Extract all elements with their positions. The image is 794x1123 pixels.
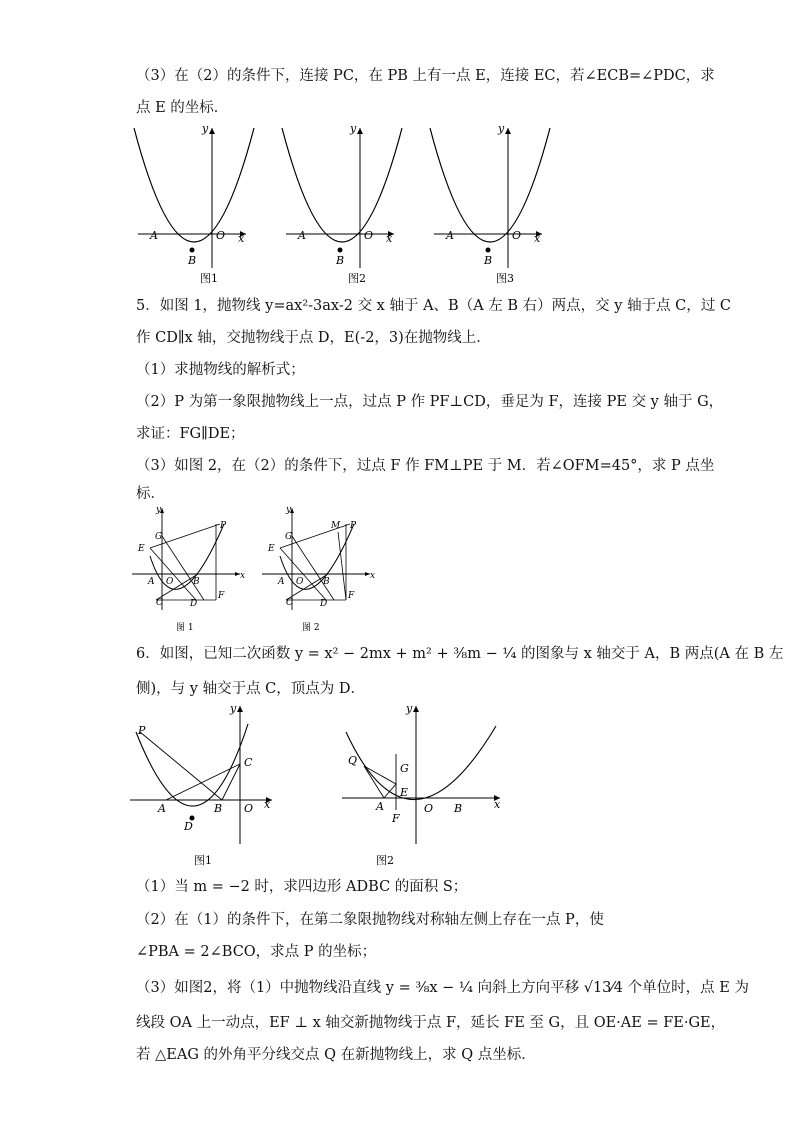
q5-figure-2 xyxy=(262,505,375,610)
q4-figures xyxy=(120,118,560,286)
fig1-label-A: A xyxy=(150,229,158,242)
q4-figure-3 xyxy=(430,122,550,268)
q6-line1: 6．如图，已知二次函数 y = x² − 2mx + m² + ³⁄₈m − ¹⁄₄ 的图象与 x 轴交于 A，B 两点(A 在 B 左 xyxy=(136,646,784,662)
q6-part3-line2: 线段 OA 上一动点，EF ⊥ x 轴交新抛物线于点 F，延长 FE 至 G，且 OE·AE = FE·GE， xyxy=(136,1015,726,1031)
fig3-label-A: A xyxy=(446,229,454,242)
q6-caption-1: 图1 xyxy=(194,854,212,867)
svg-text:F: F xyxy=(392,812,400,825)
q4-caption-2: 图2 xyxy=(348,272,366,285)
q4-caption-3: 图3 xyxy=(496,272,514,285)
q6-figures xyxy=(126,702,516,868)
q6-part3-line3: 若 △EAG 的外角平分线交点 Q 在新抛物线上，求 Q 点坐标． xyxy=(136,1047,536,1063)
svg-text:A: A xyxy=(278,577,285,587)
svg-text:E: E xyxy=(400,786,409,799)
fig2-label-O: O xyxy=(364,229,374,242)
q4-figure-2 xyxy=(282,122,402,268)
q6-caption-2: 图2 xyxy=(376,854,394,867)
svg-text:P: P xyxy=(138,724,146,737)
q5-figures xyxy=(128,502,378,634)
svg-text:F: F xyxy=(348,591,355,601)
svg-text:Q: Q xyxy=(348,754,358,767)
svg-text:y: y xyxy=(230,702,237,715)
svg-text:C: C xyxy=(244,756,253,769)
svg-text:F: F xyxy=(218,591,225,601)
q5-part2-line1: （2）P 为第一象限抛物线上一点，过点 P 作 PF⊥CD，垂足为 F，连接 PE 交 y 轴于 G， xyxy=(136,394,724,410)
fig3-label-B: B xyxy=(484,254,493,267)
svg-text:y: y xyxy=(406,702,413,715)
fig2-label-x: x xyxy=(386,232,393,245)
q6-part2-line2: ∠PBA = 2∠BCO，求点 P 的坐标； xyxy=(136,944,377,960)
q5-line1: 5．如图 1，抛物线 y=ax²-3ax-2 交 x 轴于 A、B（A 左 B 右）两点，交 y 轴于点 C，过 C xyxy=(136,298,731,314)
svg-text:B: B xyxy=(454,802,463,815)
fig3-label-O: O xyxy=(512,229,522,242)
q4-part3-line2: 点 E 的坐标． xyxy=(136,100,229,116)
fig1-label-O: O xyxy=(216,229,226,242)
svg-text:C: C xyxy=(286,598,293,608)
q6-part3-line1: （3）如图2，将（1）中抛物线沿直线 y = ³⁄₈x − ¹⁄₄ 向斜上方向平移 √13⁄4 个单位时，点 E 为 xyxy=(136,980,749,996)
svg-text:B: B xyxy=(193,577,200,587)
svg-text:B: B xyxy=(323,577,330,587)
svg-text:x: x xyxy=(264,798,271,811)
q5-line2: 作 CD∥x 轴，交抛物线于点 D，E(-2，3)在抛物线上． xyxy=(136,330,491,346)
svg-text:x: x xyxy=(370,571,376,581)
fig2-label-B: B xyxy=(336,254,345,267)
q5-part3-line1: （3）如图 2，在（2）的条件下，过点 F 作 FM⊥PE 于 M．若∠OFM=45°，求 P 点坐 xyxy=(136,458,715,474)
q6-line2: 侧)，与 y 轴交于点 C，顶点为 D． xyxy=(136,681,366,697)
fig1-label-x: x xyxy=(238,232,245,245)
q6-part2-line1: （2）在（1）的条件下，在第二象限抛物线对称轴左侧上存在一点 P，使 xyxy=(136,912,604,928)
svg-text:O: O xyxy=(166,577,174,587)
q5-part1: （1）求抛物线的解析式； xyxy=(136,362,305,378)
q5-figure-1 xyxy=(132,505,245,610)
svg-text:O: O xyxy=(244,802,254,815)
q5-part2-line2: 求证：FG∥DE； xyxy=(136,426,245,442)
svg-text:D: D xyxy=(320,599,328,609)
q4-caption-1: 图1 xyxy=(200,272,218,285)
svg-text:O: O xyxy=(424,802,434,815)
svg-text:M: M xyxy=(331,521,341,531)
svg-text:O: O xyxy=(296,577,304,587)
fig3-label-x: x xyxy=(534,232,541,245)
svg-text:E: E xyxy=(268,544,275,554)
svg-text:x: x xyxy=(240,571,246,581)
svg-text:y: y xyxy=(156,505,162,515)
svg-text:P: P xyxy=(350,521,357,531)
svg-text:y: y xyxy=(286,505,292,515)
q4-part3-line1: （3）在（2）的条件下，连接 PC，在 PB 上有一点 E，连接 EC，若∠ECB=∠PDC，求 xyxy=(136,68,715,84)
fig1-label-B: B xyxy=(188,254,197,267)
svg-text:D: D xyxy=(184,820,193,833)
svg-text:B: B xyxy=(214,802,223,815)
fig2-label-A: A xyxy=(298,229,306,242)
svg-text:x: x xyxy=(494,798,501,811)
svg-text:A: A xyxy=(158,802,166,815)
fig1-label-y: y xyxy=(202,122,209,135)
svg-text:G: G xyxy=(400,762,409,775)
svg-text:E: E xyxy=(138,544,145,554)
svg-text:P: P xyxy=(220,521,227,531)
svg-text:A: A xyxy=(376,800,384,813)
fig3-label-y: y xyxy=(498,122,505,135)
q5-part3-line2: 标． xyxy=(136,486,165,502)
svg-text:G: G xyxy=(285,532,293,542)
svg-text:A: A xyxy=(148,577,155,587)
q6-figure-1 xyxy=(130,702,272,844)
q5-caption-1: 图 1 xyxy=(176,623,194,633)
q6-part1: （1）当 m = −2 时，求四边形 ADBC 的面积 S； xyxy=(136,879,468,895)
svg-text:D: D xyxy=(190,599,198,609)
svg-text:C: C xyxy=(156,598,163,608)
fig2-label-y: y xyxy=(350,122,357,135)
q5-caption-2: 图 2 xyxy=(302,623,320,633)
q4-figure-1 xyxy=(134,122,254,268)
svg-text:G: G xyxy=(155,532,163,542)
q6-figure-2 xyxy=(342,702,501,844)
